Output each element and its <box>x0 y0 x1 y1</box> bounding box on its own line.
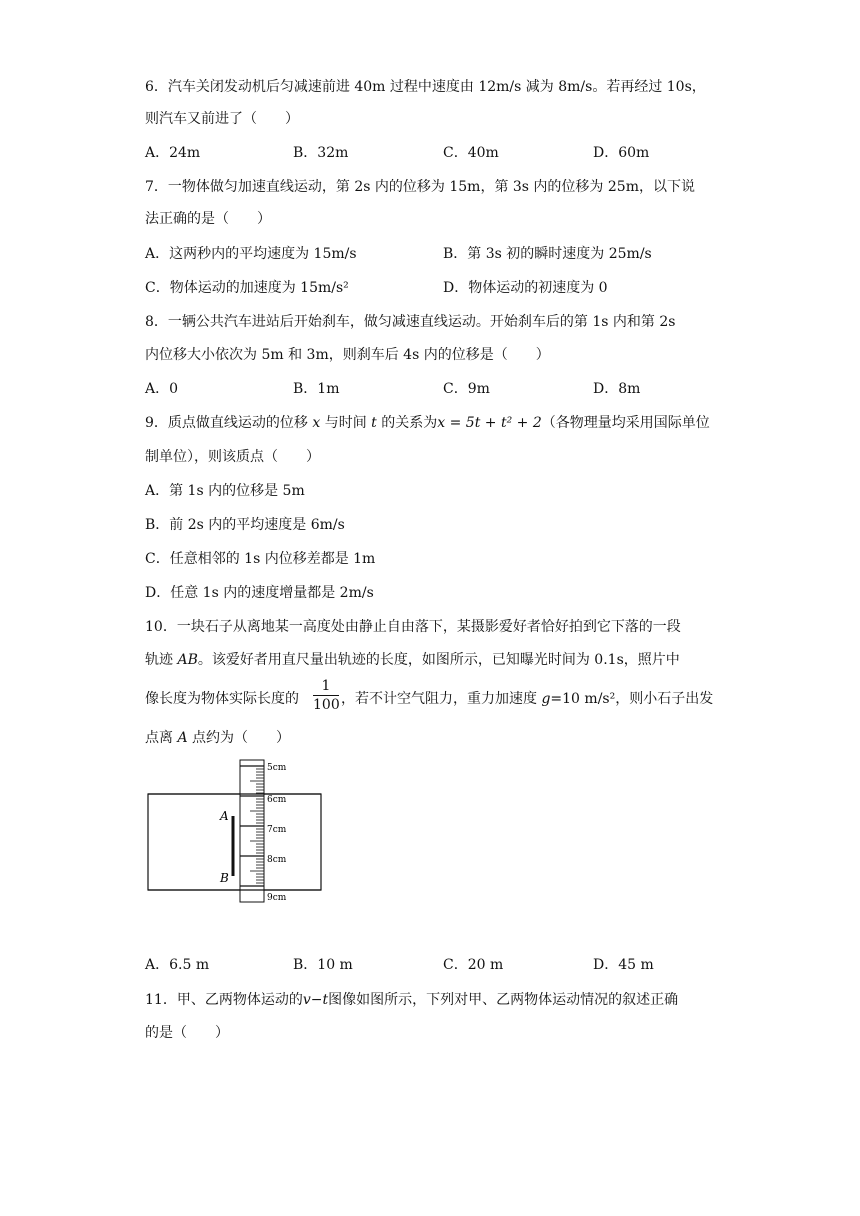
ruler-label-7cm: 7cm <box>267 825 287 835</box>
q10-text-2: 。该爱好者用直尺量出轨迹的长度，如图所示，已知曝光时间为 0.1s，照片中 <box>197 652 680 668</box>
q9-option-b: B．前 2s 内的平均速度是 6m/s <box>145 517 345 533</box>
q11-vt-symbol: v−t <box>302 992 329 1008</box>
q10-text-5: 点离 <box>145 730 178 746</box>
ruler-label-6cm: 6cm <box>267 795 287 805</box>
q8-option-c: C．9m <box>443 381 490 397</box>
q6-option-c: C．40m <box>443 145 499 161</box>
q9-option-d: D．任意 1s 内的速度增量都是 2m/s <box>145 585 374 601</box>
q7-option-a: A．这两秒内的平均速度为 15m/s <box>145 246 357 262</box>
q10-fraction-bar <box>313 695 339 696</box>
q11-text-1: 11．甲、乙两物体运动的 <box>145 992 303 1008</box>
point-b-label: B <box>220 871 229 885</box>
point-a-label: A <box>220 809 229 823</box>
q6-option-b: B．32m <box>293 145 349 161</box>
q9-text-2: 与时间 <box>320 415 372 431</box>
q9-var-x: x <box>312 415 321 431</box>
q10-text-6: 点约为（ ） <box>187 730 291 746</box>
q10-fraction-denominator: 100 <box>313 697 340 713</box>
q6-option-a: A．24m <box>145 145 201 161</box>
q8-option-d: D．8m <box>593 381 641 397</box>
q11-text-2: 图像如图所示，下列对甲、乙两物体运动情况的叙述正确 <box>328 992 679 1008</box>
q7-option-c: C．物体运动的加速度为 15m/s² <box>145 280 349 296</box>
q9-option-a: A．第 1s 内的位移是 5m <box>145 483 305 499</box>
q9-stem-line2: 制单位），则该质点（ ） <box>145 449 320 465</box>
q9-var-t: t <box>371 415 377 431</box>
q10-option-b: B．10 m <box>293 957 353 973</box>
q10-var-ab: AB <box>177 652 198 668</box>
q7-option-d: D．物体运动的初速度为 0 <box>443 280 608 296</box>
q10-text-3: ，若不计空气阻力，重力加速度 <box>341 691 542 707</box>
q9-formula: x = 5t + t² + 2 <box>437 415 542 431</box>
q7-stem-line2: 法正确的是（ ） <box>145 211 271 227</box>
q8-option-a: A．0 <box>145 381 179 397</box>
q9-stem-line1 <box>145 412 710 432</box>
q10-stem-line1: 10．一块石子从离地某一高度处由静止自由落下，某摄影爱好者恰好拍到它下落的一段 <box>145 619 681 635</box>
q9-text-3: 的关系为 <box>376 415 438 431</box>
q9-text-4: （各物理量均采用国际单位 <box>541 415 710 431</box>
q10-option-a: A．6.5 m <box>145 957 210 973</box>
q11-stem-line2: 的是（ ） <box>145 1025 229 1041</box>
q7-stem-line1: 7．一物体做匀加速直线运动，第 2s 内的位移为 15m，第 3s 内的位移为 25m，以下说 <box>145 179 695 195</box>
q10-var-g: g <box>541 691 551 707</box>
ruler-label-5cm: 5cm <box>267 763 287 773</box>
q7-option-b: B．第 3s 初的瞬时速度为 25m/s <box>443 246 652 262</box>
q8-option-b: B．1m <box>293 381 340 397</box>
q10-stem-line2 <box>145 649 680 669</box>
q10-text-4: =10 m/s²，则小石子出发 <box>550 691 714 707</box>
q6-stem-line2: 则汽车又前进了（ ） <box>145 111 299 127</box>
q8-stem-line2: 内位移大小依次为 5m 和 3m，则刹车后 4s 内的位移是（ ） <box>145 347 550 363</box>
q9-option-c: C．任意相邻的 1s 内位移差都是 1m <box>145 551 376 567</box>
q10-stem-line4 <box>145 727 290 747</box>
q6-option-d: D．60m <box>593 145 650 161</box>
q6-stem-line1: 6．汽车关闭发动机后匀减速前进 40m 过程中速度由 12m/s 减为 8m/s。若再经过 10s， <box>145 79 706 95</box>
q9-text-1: 9．质点做直线运动的位移 <box>145 415 313 431</box>
q10-option-c: C．20 m <box>443 957 504 973</box>
q8-stem-line1: 8．一辆公共汽车进站后开始刹车，做匀减速直线运动。开始刹车后的第 1s 内和第 2s <box>145 314 676 330</box>
q10-fraction <box>313 678 339 713</box>
q10-ruler-figure <box>140 756 330 906</box>
q10-fraction-numerator: 1 <box>321 678 331 694</box>
ruler-label-8cm: 8cm <box>267 855 287 865</box>
q10-text-1: 轨迹 <box>145 652 178 668</box>
ruler-label-9cm: 9cm <box>267 893 287 903</box>
q11-stem-line1 <box>145 989 678 1009</box>
q10-var-a: A <box>177 730 188 746</box>
q10-stem-line3b <box>341 688 713 708</box>
q10-option-d: D．45 m <box>593 957 654 973</box>
q10-stem-line3a: 像长度为物体实际长度的 <box>145 691 299 707</box>
